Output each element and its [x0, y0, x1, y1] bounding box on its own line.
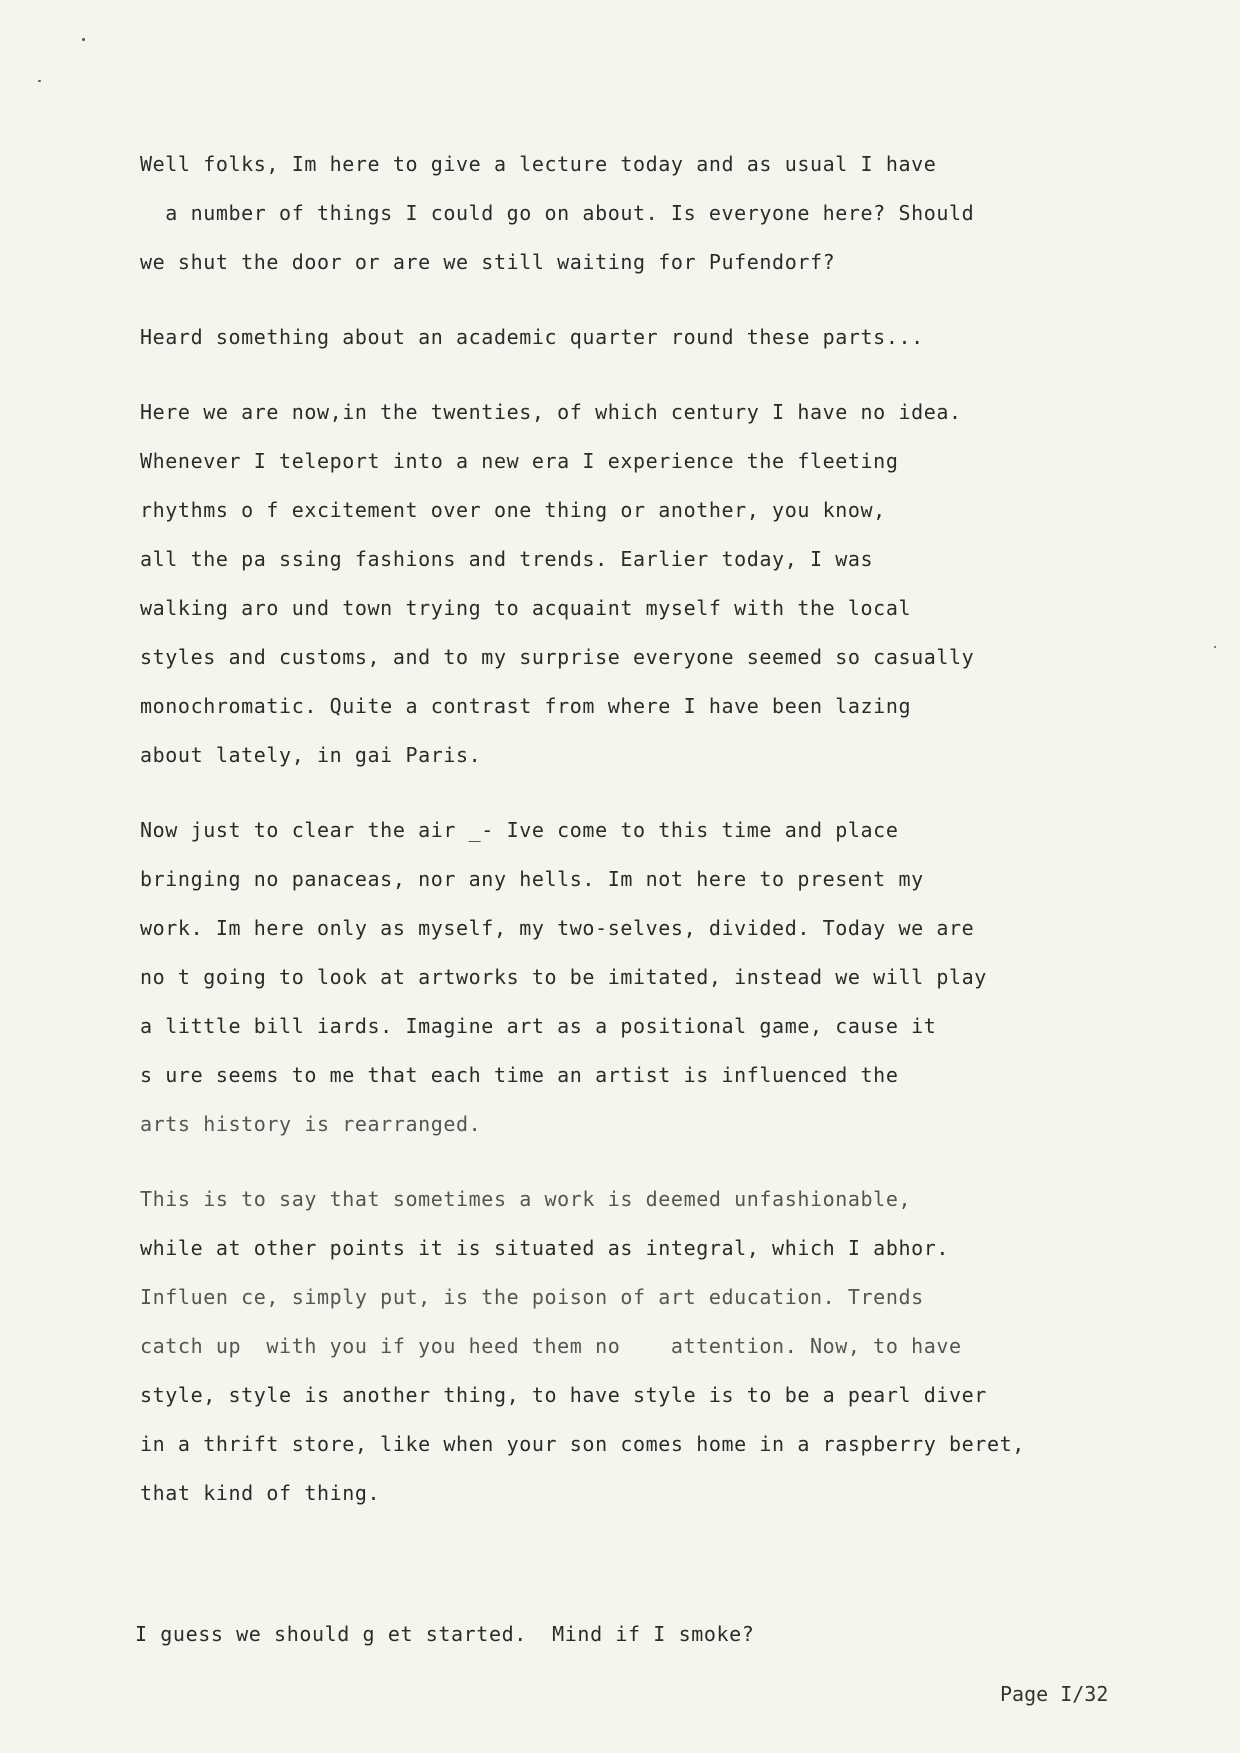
text-line: s ure seems to me that each time an artist is influenced the: [140, 1063, 899, 1087]
ink-speck: [82, 38, 85, 41]
text-line: Now just to clear the air _- Ive come to this time and place: [140, 818, 899, 842]
text-line: no t going to look at artworks to be imitated, instead we will play: [140, 965, 987, 989]
text-line: styles and customs, and to my surprise everyone seemed so casually: [140, 645, 975, 669]
text-line: in a thrift store, like when your son comes home in a raspberry beret,: [140, 1432, 1025, 1456]
text-line: Well folks, Im here to give a lecture today and as usual I have: [140, 152, 937, 176]
text-line: bringing no panaceas, nor any hells. Im not here to present my: [140, 867, 924, 891]
text-line: a number of things I could go on about. Is everyone here? Should: [140, 201, 975, 225]
text-line: Whenever I teleport into a new era I experience the fleeting: [140, 449, 899, 473]
page-number: Page I/32: [1000, 1682, 1109, 1706]
text-line: a little bill iards. Imagine art as a positional game, cause it: [140, 1014, 937, 1038]
text-line: This is to say that sometimes a work is deemed unfashionable,: [140, 1187, 912, 1211]
typed-body: [140, 140, 1160, 1544]
paragraph-influence: [140, 1175, 1160, 1518]
text-line: rhythms o f excitement over one thing or another, you know,: [140, 498, 886, 522]
text-line: Here we are now,in the twenties, of which century I have no idea.: [140, 400, 962, 424]
paragraph-twenties: [140, 388, 1160, 780]
text-line: while at other points it is situated as integral, which I abhor.: [140, 1236, 950, 1260]
paragraph-clear-the-air: [140, 806, 1160, 1149]
ink-speck: [38, 80, 41, 82]
text-line: about lately, in gai Paris.: [140, 743, 482, 767]
paragraph-intro: [140, 140, 1160, 287]
text-line: catch up with you if you heed them no attention. Now, to have: [140, 1334, 962, 1358]
ink-speck: [1214, 646, 1216, 648]
text-line: that kind of thing.: [140, 1481, 381, 1505]
text-line: Heard something about an academic quarter round these parts...: [140, 325, 924, 349]
text-line: Influen ce, simply put, is the poison of art education. Trends: [140, 1285, 924, 1309]
text-line: all the pa ssing fashions and trends. Earlier today, I was: [140, 547, 874, 571]
text-line: work. Im here only as myself, my two-selves, divided. Today we are: [140, 916, 975, 940]
text-line: style, style is another thing, to have style is to be a pearl diver: [140, 1383, 987, 1407]
text-line: arts history is rearranged.: [140, 1112, 482, 1136]
closing-line: I guess we should g et started. Mind if I smoke?: [135, 1622, 755, 1646]
text-line: walking aro und town trying to acquaint myself with the local: [140, 596, 912, 620]
text-line: we shut the door or are we still waiting for Pufendorf?: [140, 250, 836, 274]
paragraph-academic-quarter: [140, 313, 1160, 362]
text-line: monochromatic. Quite a contrast from where I have been lazing: [140, 694, 912, 718]
